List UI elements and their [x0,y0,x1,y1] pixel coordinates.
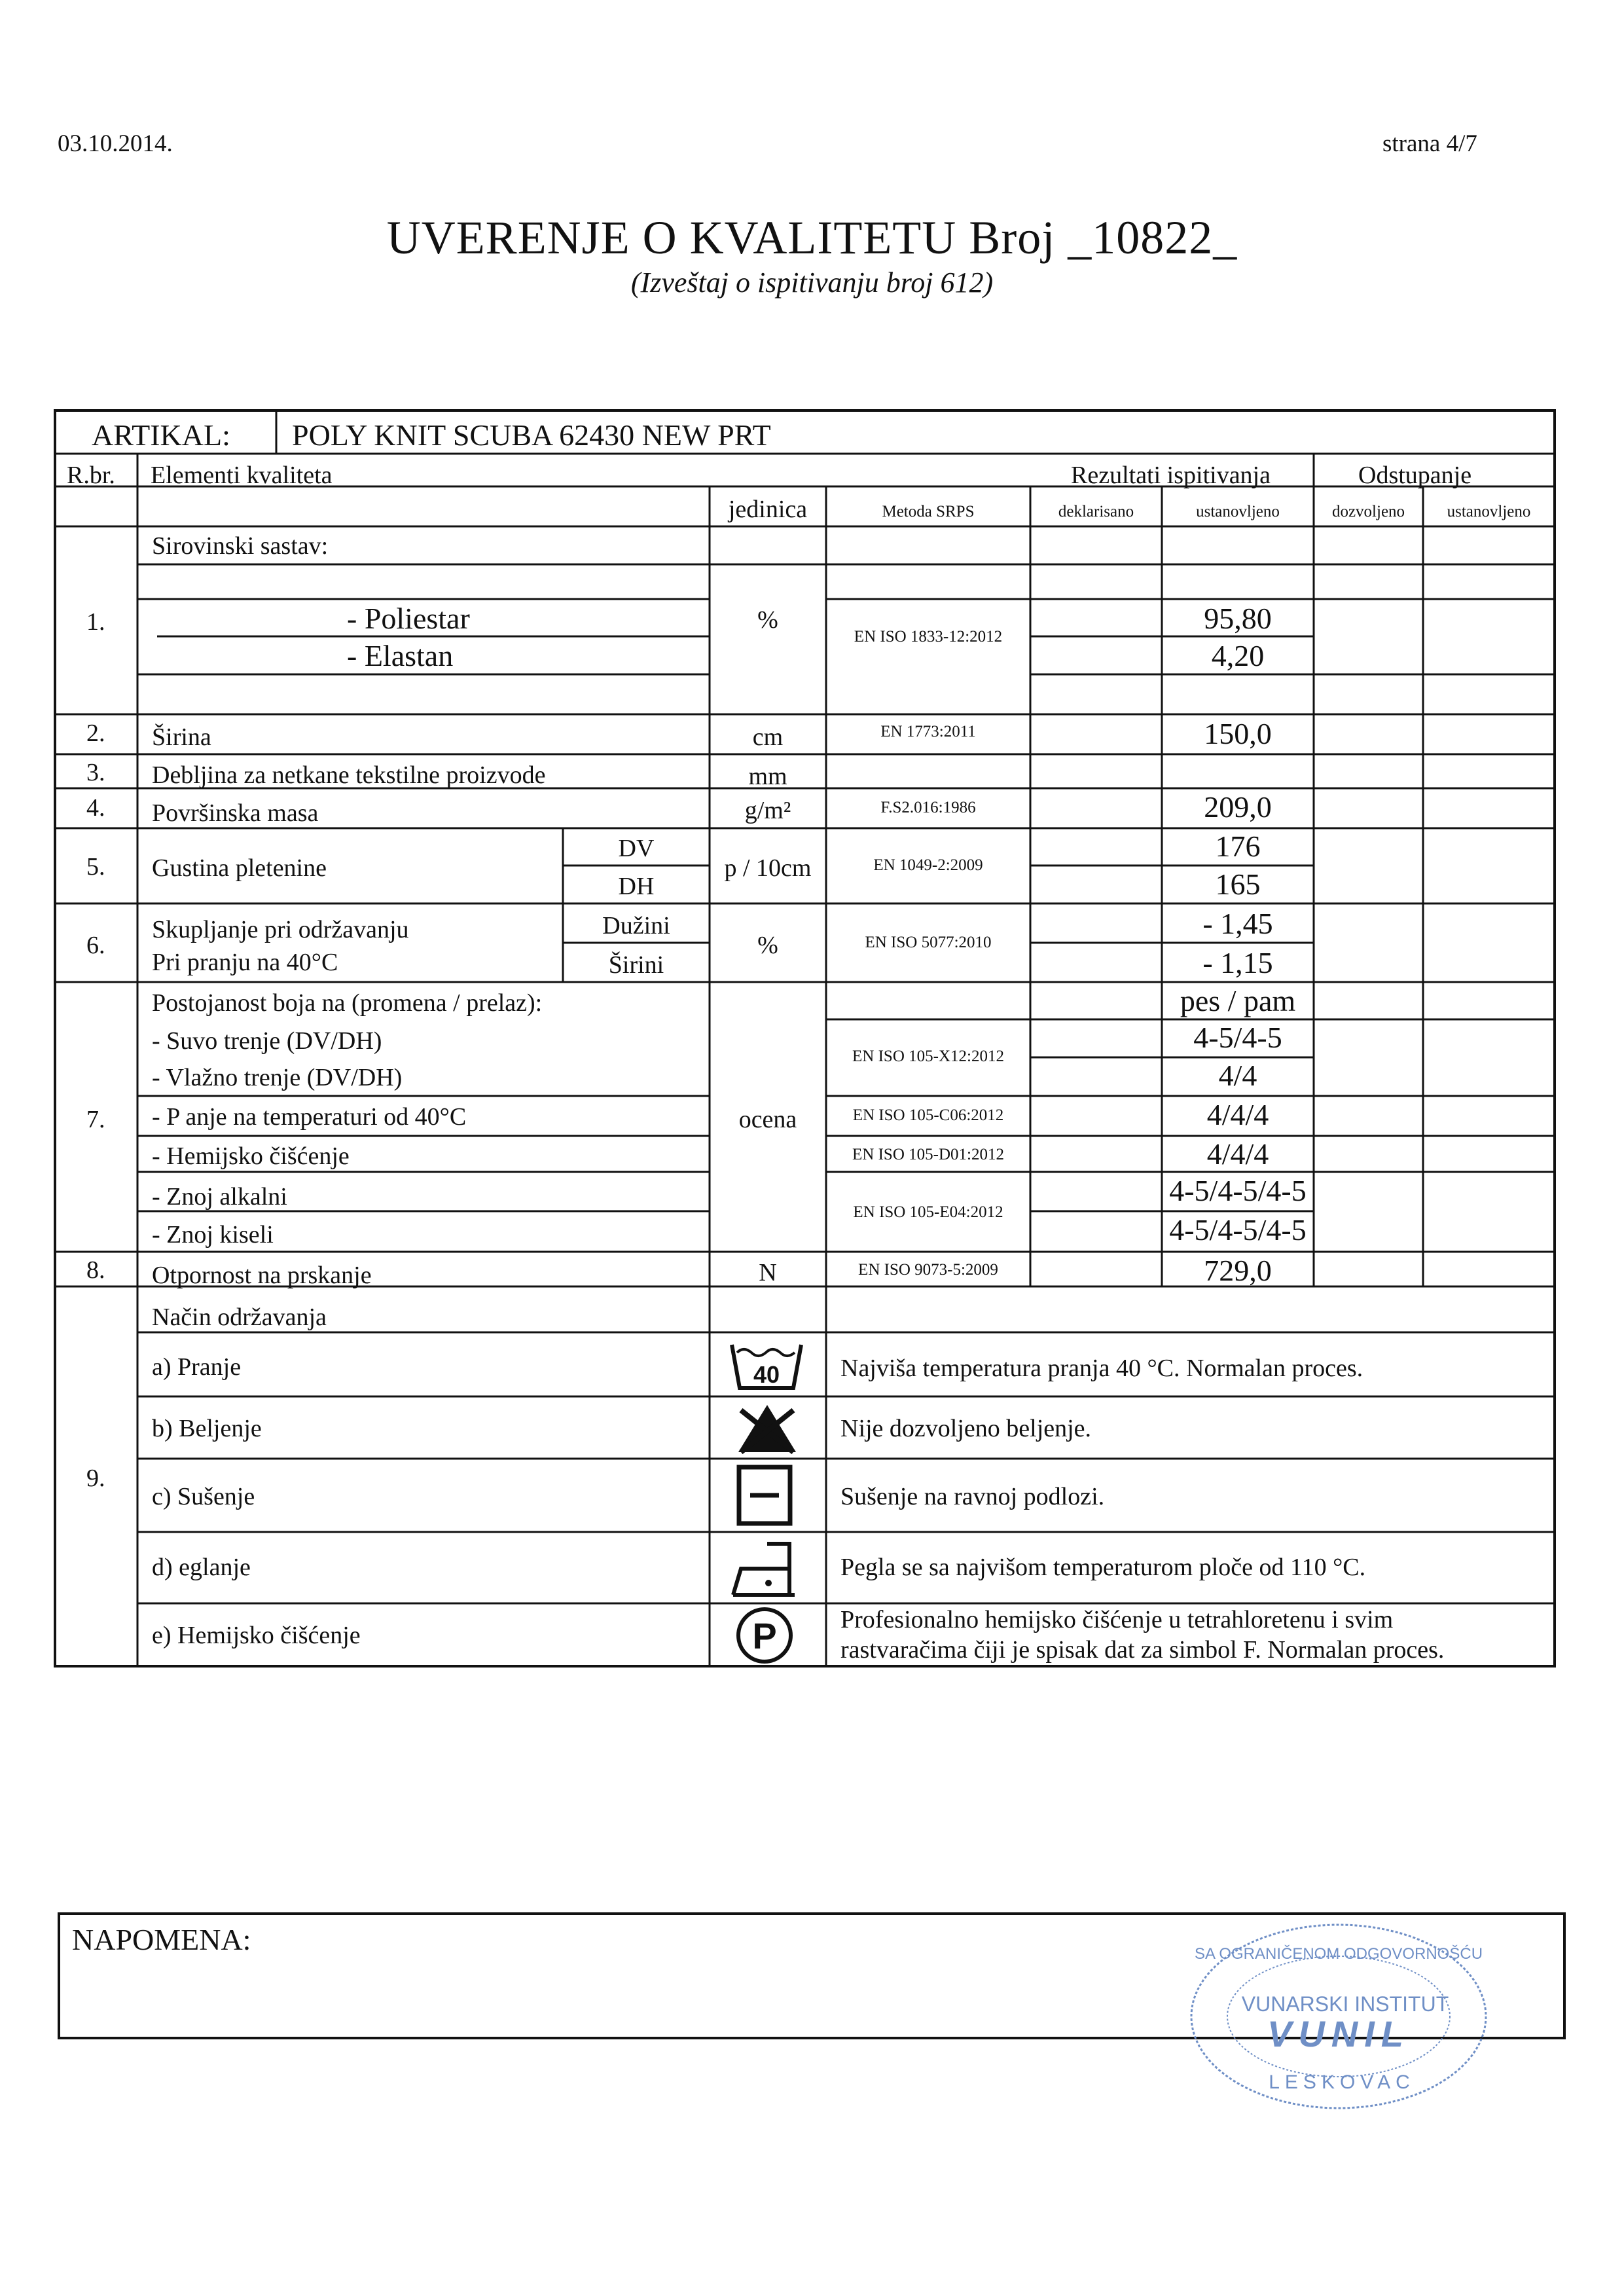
col-measured: ustanovljeno [1196,503,1280,520]
row-5-value-dh: 165 [1215,867,1261,901]
row-2-method: EN 1773:2011 [880,723,976,740]
row-7-unit: ocena [738,1106,797,1133]
row-1-item-polyester: - Poliestar [347,602,470,635]
col-deviation: Odstupanje [1358,462,1472,489]
row-6-unit: % [757,932,778,959]
col-declared: deklarisano [1058,503,1134,520]
row-6-value-width: - 1,15 [1202,946,1273,979]
row-6-method: EN ISO 5077:2010 [865,934,992,951]
no-bleach-icon [734,1401,800,1456]
report-subtitle: (Izveštaj o ispitivanju broj 612) [630,266,994,299]
row-1-number: 1. [86,608,105,636]
row-2-number: 2. [86,720,105,747]
row-4-number: 4. [86,794,105,822]
care-label-washing: a) Pranje [152,1353,242,1381]
row-7-value-wash: 4/4/4 [1206,1098,1269,1131]
certificate-title: UVERENJE O KVALITETU Broj _10822_ [386,211,1238,264]
iron-one-dot-icon [728,1540,800,1599]
col-allowed: dozvoljeno [1331,503,1405,520]
row-1-method: EN ISO 1833-12:2012 [854,628,1003,646]
row-5-value-dv: 176 [1215,829,1261,863]
svg-text:P: P [752,1615,777,1656]
row-6-sub-length: Dužini [602,912,670,939]
row-7-method-wash: EN ISO 105-C06:2012 [852,1106,1004,1124]
row-9-number: 9. [86,1465,105,1492]
col-rbr: R.br. [67,462,115,489]
page-number: strana 4/7 [1382,130,1477,157]
institute-stamp [1185,1918,1492,2115]
row-5-unit: p / 10cm [724,854,812,882]
row-8-method: EN ISO 9073-5:2009 [858,1261,998,1279]
care-label-drying: c) Sušenje [152,1483,255,1510]
row-7-value-sweat-alkaline: 4-5/4-5/4-5 [1169,1174,1307,1207]
stamp-city-text: LESKOVAC [1269,2071,1415,2093]
row-8-unit: N [759,1259,777,1286]
row-7-item-wash: - P anje na temperaturi od 40°C [152,1103,467,1131]
row-1-value-polyester: 95,80 [1204,602,1272,635]
care-label-bleaching: b) Beljenje [152,1415,262,1442]
row-7-value-dryclean: 4/4/4 [1206,1137,1269,1171]
row-7-method-rub: EN ISO 105-X12:2012 [852,1048,1004,1065]
row-6-value-length: - 1,45 [1202,907,1273,940]
note-label: NAPOMENA: [72,1923,251,1956]
stamp-institute-text: VUNARSKI INSTITUT [1241,1992,1449,2016]
dryclean-p-icon [734,1605,795,1666]
col-results: Rezultati ispitivanja [1071,462,1271,489]
col-unit: jedinica [728,496,808,523]
row-5-method: EN 1049-2:2009 [873,856,983,874]
care-desc-drycleaning-1: Profesionalno hemijsko čišćenje u tetrahloretenu i svim [840,1606,1394,1633]
row-7-number: 7. [86,1106,105,1133]
row-3-number: 3. [86,759,105,786]
row-8-number: 8. [86,1256,105,1284]
row-2-value: 150,0 [1204,717,1272,750]
row-8-value: 729,0 [1204,1254,1272,1287]
row-5-sub-dv: DV [618,835,655,862]
row-4-unit: g/m² [744,797,791,824]
row-6-label-1: Skupljanje pri održavanju [152,916,409,943]
row-3-unit: mm [748,763,787,790]
row-2-label: Širina [152,723,211,751]
care-desc-washing: Najviša temperatura pranja 40 °C. Normalan proces. [840,1355,1363,1382]
stamp-name-text: VUNIL [1267,2013,1410,2054]
row-9-heading: Način održavanja [152,1303,327,1331]
col-measured-deviation: ustanovljeno [1447,503,1531,520]
row-6-number: 6. [86,932,105,959]
row-5-number: 5. [86,853,105,881]
stamp-top-text: SA OGRANIČENOM ODGOVORNOŠĆU [1194,1945,1483,1963]
row-7-method-dryclean: EN ISO 105-D01:2012 [852,1146,1004,1163]
row-1-heading: Sirovinski sastav: [152,532,329,560]
row-6-sub-width: Širini [608,951,664,979]
row-4-value: 209,0 [1204,790,1272,824]
care-label-drycleaning: e) Hemijsko čišćenje [152,1622,361,1649]
row-7-item-sweat-acid: - Znoj kiseli [152,1221,274,1248]
document-date: 03.10.2014. [58,130,173,157]
care-desc-drying: Sušenje na ravnoj podlozi. [840,1483,1105,1510]
row-4-label: Površinska masa [152,799,319,827]
row-7-item-wet-rub: - Vlažno trenje (DV/DH) [152,1064,403,1091]
wash-40-icon [728,1339,805,1392]
row-7-heading: Postojanost boja na (promena / prelaz): [152,989,543,1017]
row-1-unit: % [757,606,778,634]
row-1-item-elastane: - Elastan [347,639,454,672]
row-7-value-wet-rub: 4/4 [1218,1059,1257,1092]
row-5-sub-dh: DH [618,873,655,900]
row-7-item-sweat-alkaline: - Znoj alkalni [152,1183,287,1211]
row-7-method-sweat: EN ISO 105-E04:2012 [853,1203,1003,1221]
care-desc-drycleaning-2: rastvaračima čiji je spisak dat za simbol F. Normalan proces. [840,1636,1445,1664]
care-label-ironing: d) eglanje [152,1554,251,1581]
row-7-heading-value: pes / pam [1180,984,1296,1017]
care-desc-bleaching: Nije dozvoljeno beljenje. [840,1415,1092,1442]
care-desc-ironing: Pegla se sa najvišom temperaturom ploče od 110 °C. [840,1554,1366,1581]
article-label: ARTIKAL: [92,418,230,452]
row-3-label: Debljina za netkane tekstilne proizvode [152,761,546,789]
col-elements: Elementi kvaliteta [151,462,333,489]
dry-flat-icon [736,1464,793,1527]
row-7-item-dryclean: - Hemijsko čišćenje [152,1142,350,1170]
row-2-unit: cm [752,723,784,751]
row-6-label-2: Pri pranju na 40°C [152,949,338,976]
row-7-item-dry-rub: - Suvo trenje (DV/DH) [152,1027,382,1055]
row-7-value-sweat-acid: 4-5/4-5/4-5 [1169,1213,1307,1247]
article-value: POLY KNIT SCUBA 62430 NEW PRT [292,418,771,452]
row-1-value-elastane: 4,20 [1211,639,1265,672]
row-8-label: Otpornost na prskanje [152,1262,372,1289]
row-4-method: F.S2.016:1986 [880,799,976,816]
row-7-value-dry-rub: 4-5/4-5 [1193,1021,1282,1054]
row-5-label: Gustina pletenine [152,854,327,882]
col-method: Metoda SRPS [882,503,975,520]
wash-temperature: 40 [753,1361,780,1388]
